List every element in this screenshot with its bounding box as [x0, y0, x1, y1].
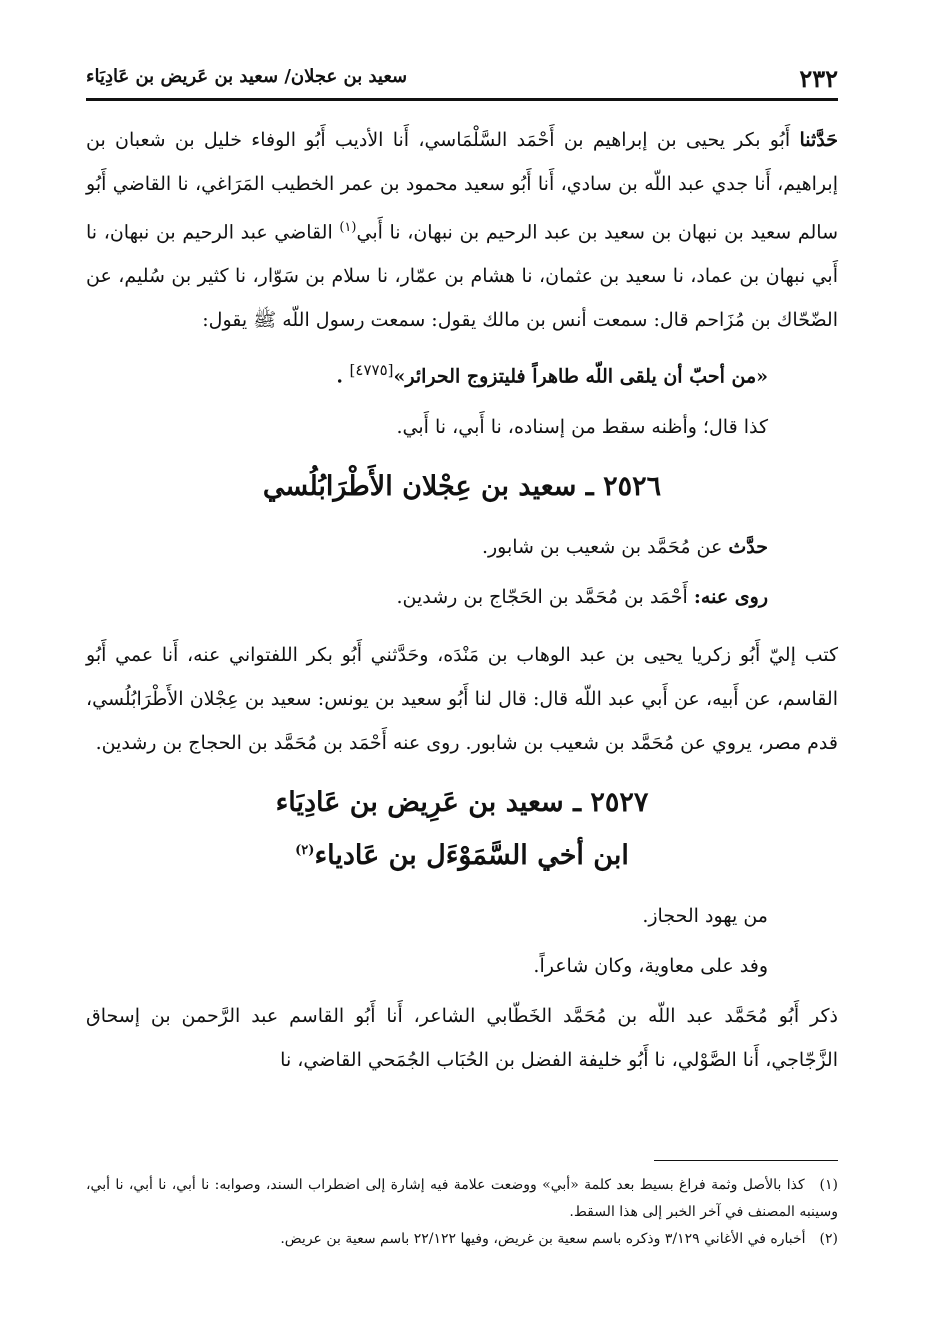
entry-line-delegation: وفد على معاوية، وكان شاعراً.	[533, 954, 768, 977]
entry-heading-line-2-text: ابن أخي السَّمَوْءَل بن عَادياء	[314, 839, 629, 871]
entry-line-origin: من يهود الحجاز.	[642, 904, 768, 927]
entry-heading-2527	[86, 779, 838, 880]
running-header	[86, 58, 838, 101]
entry-line-lead: روى عنه:	[693, 585, 768, 608]
isnad-text-continued: القاضي عبد الرحيم بن نبهان، نا أَبي نبهان بن عماد، نا سعيد بن عثمان، نا هشام بن عمّار، نا سلام بن سَوّار، نا كثير بن سُليم، عن الضّحّاك بن مُزَاحم قال: سمعت أنس بن مالك يقول: سمعت رسول اللّه ﷺ يقول:	[86, 221, 838, 332]
entry-heading-line-1: ٢٥٢٧ ـ سعيد بن عَرِيض بن عَادِيَاء	[275, 786, 649, 818]
footnote-divider	[654, 1160, 838, 1161]
entry-line-lead: حدَّث	[728, 535, 768, 558]
running-title: سعيد بن عجلان/ سعيد بن عَريض بن عَادِيَاء	[86, 66, 408, 87]
entry-line-narrated	[86, 525, 838, 569]
entry-line-text: أَحْمَد بن مُحَمَّد بن الحَجّاج بن رشدين.	[396, 585, 688, 608]
hadith-number: [٤٧٧٥]	[349, 361, 394, 380]
isnad-paragraph	[86, 118, 838, 342]
footnote-ref-2: (٢)	[295, 842, 315, 858]
hadith-matn: «من أحبّ أن يلقى اللّه طاهراً فليتزوج الحرائر»	[393, 365, 768, 388]
entry-line-text: عن مُحَمَّد بن شعيب بن شابور.	[481, 535, 723, 558]
isnad-lead: حَدَّثنا	[799, 129, 838, 151]
main-text	[86, 118, 838, 1096]
entry-line-narrators	[86, 575, 838, 619]
footnote-2	[86, 1226, 838, 1253]
footnotes	[86, 1172, 838, 1253]
entry-paragraph: ذكر أَبُو مُحَمَّد عبد اللّه بن مُحَمَّد الخَطّابي الشاعر، أَنا أَبُو القاسم عبد الرَّحمن بن إسحاق الزَّجّاجي، أَنا الصَّوْلي، نا أَبُو خليفة الفضل بن الحُبَاب الجُمَحي القاضي، نا	[86, 1004, 838, 1071]
footnote-ref-1: (١)	[339, 220, 357, 235]
isnad-text: أَبُو بكر يحيى بن إبراهيم بن أَحْمَد السَّلْمَاسي، أَنا الأديب أَبُو الوفاء خليل بن شعبان بن إبراهيم، أَنا جدي عبد اللّه بن سادي، أَنا أَبُو سعيد محمود بن عمر الخطيب المَرَاغي، نا القاضي أَبُو سالم سعيد بن نبهان بن سعيد بن عبد الرحيم بن نبهان، نا أَبي	[86, 129, 838, 244]
footnote-1	[86, 1172, 838, 1226]
footnote-number: (٢)	[819, 1231, 838, 1247]
entry-heading-2526	[86, 463, 838, 511]
footnote-text: كذا بالأصل وثمة فراغ بسيط بعد كلمة «أبي» ووضعت علامة فيه إشارة إلى اضطراب السند، وصوابه: نا أبي، نا أبي، نا أبي، وسينبه المصنف في آخر الخبر إلى هذا السقط.	[86, 1177, 838, 1220]
entry-heading-line-2	[86, 827, 838, 880]
footnote-number: (١)	[819, 1177, 838, 1193]
page-number: ٢٣٢	[799, 64, 838, 93]
hadith-text: «من أحبّ أن يلقى اللّه طاهراً فليتزوج الحرائر»[٤٧٧٥] .	[336, 361, 768, 388]
entry-heading-text: ٢٥٢٦ ـ سعيد بن عِجْلان الأَطْرَابُلُسي	[262, 470, 662, 502]
editor-note: كذا قال؛ وأظنه سقط من إسناده، نا أَبي، نا أَبي.	[396, 415, 768, 438]
footnote-text: أخباره في الأغاني ٣/١٢٩ وذكره باسم سعية بن غريض، وفيها ٢٢/١٢٢ باسم سعية بن عريض.	[280, 1231, 806, 1247]
entry-paragraph: كتب إليّ أَبُو زكريا يحيى بن عبد الوهاب بن مَنْدَه، وحَدَّثني أَبُو بكر اللفتواني عنه، أَنا عمي أَبُو القاسم، عن أَبيه، عن أَبي عبد اللّه قال: قال لنا أَبُو سعيد بن يونس: سعيد بن عِجْلان الأَطْرَابُلُسي، قدم مصر، يروي عن مُحَمَّد بن شعيب بن شابور. روى عنه أَحْمَد بن مُحَمَّد بن الحجاج بن رشدين.	[86, 643, 838, 754]
